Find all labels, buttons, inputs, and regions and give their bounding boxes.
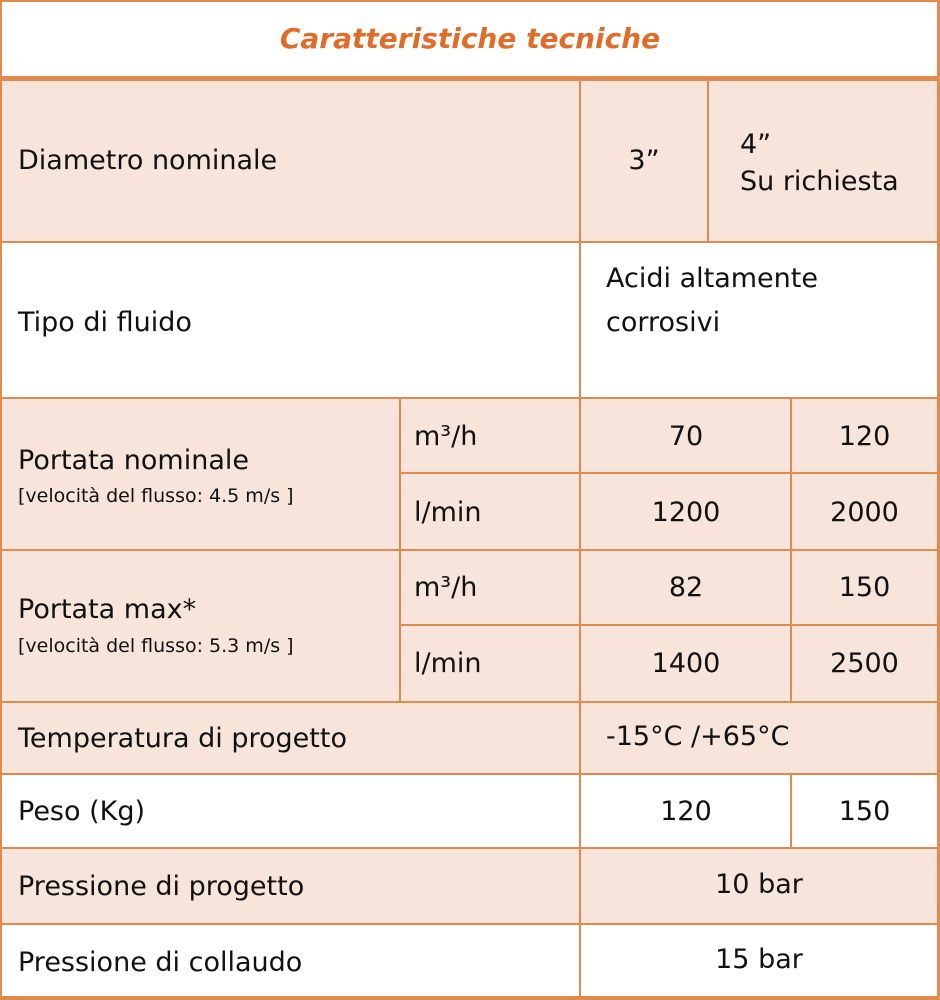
- diametro-4-note: Su richiesta: [740, 166, 899, 197]
- portata-max-lmin-3: 1400: [651, 648, 721, 679]
- portata-nominale-m3h-4: 120: [838, 421, 891, 452]
- portata-max-m3h-4: 150: [838, 572, 891, 603]
- portata-max-m3h-3: 82: [668, 572, 704, 603]
- pressione-collaudo-label: Pressione di collaudo: [18, 947, 303, 978]
- portata-nominale-note: [velocità del flusso: 4.5 m/s ]: [18, 485, 294, 507]
- diametro-3: 3”: [628, 145, 660, 176]
- portata-max-note: [velocità del flusso: 5.3 m/s ]: [18, 635, 294, 657]
- fluido-value-2: corrosivi: [606, 307, 721, 338]
- pressione-collaudo-value: 15 bar: [715, 944, 803, 975]
- temperatura-label: Temperatura di progetto: [18, 723, 347, 754]
- portata-max-unit-m3h: m³/h: [414, 572, 478, 603]
- portata-nominale-unit-lmin: l/min: [414, 497, 482, 528]
- fluido-value-1: Acidi altamente: [606, 263, 818, 294]
- portata-nominale-lmin-3: 1200: [651, 497, 721, 528]
- portata-nominale-label: Portata nominale: [18, 445, 249, 476]
- peso-label: Peso (Kg): [18, 796, 146, 827]
- portata-max-lmin-4: 2500: [830, 648, 899, 679]
- table-title: Caratteristiche tecniche: [279, 22, 661, 55]
- diametro-4: 4”: [740, 129, 772, 160]
- portata-nominale-m3h-3: 70: [668, 421, 704, 452]
- portata-max-label: Portata max*: [18, 594, 197, 625]
- peso-3: 120: [660, 796, 712, 827]
- fluido-label: Tipo di fluido: [18, 307, 192, 338]
- portata-nominale-unit-m3h: m³/h: [414, 421, 478, 452]
- pressione-progetto-label: Pressione di progetto: [18, 871, 305, 902]
- portata-nominale-lmin-4: 2000: [830, 497, 899, 528]
- temperatura-value: -15°C /+65°C: [606, 721, 790, 752]
- peso-4: 150: [838, 796, 891, 827]
- portata-max-unit-lmin: l/min: [414, 648, 482, 679]
- diametro-label: Diametro nominale: [18, 145, 278, 176]
- pressione-progetto-value: 10 bar: [715, 869, 803, 900]
